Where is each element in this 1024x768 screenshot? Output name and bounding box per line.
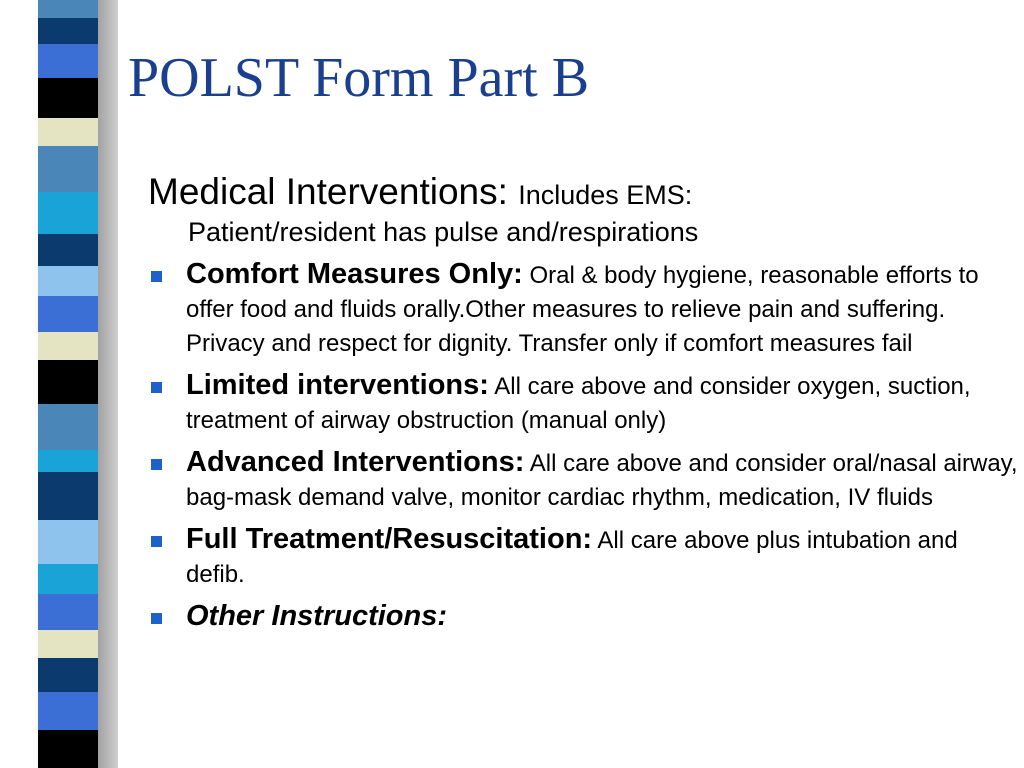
stripe-block [38,730,98,768]
list-item [148,257,1018,361]
square-bullet-icon [151,382,162,393]
stripe-block [38,404,98,450]
lead-line2: Patient/resident has pulse and/respirations [188,217,699,248]
list-item [148,445,1018,515]
stripe-block [38,296,98,332]
decorative-stripe [38,0,98,768]
lead-paragraph [148,170,1018,251]
bullet-label: Limited interventions: [186,368,489,401]
stripe-block [38,266,98,296]
bullet-text: Oral & body hygiene, reasonable efforts to offer food and fluids orally.Other measures to relieve pain and suffering. Privacy and respect for dignity. Transfer only if comfort measures fail [186,261,979,357]
bullet-label: Other Instructions: [186,599,448,632]
stripe-block [38,192,98,234]
bullet-label: Advanced Interventions: [186,445,525,478]
square-bullet-icon [151,536,162,547]
lead-sub: Includes EMS: [518,180,693,210]
stripe-block [38,564,98,594]
slide-body [148,170,1018,642]
stripe-block [38,0,98,18]
list-item [148,599,1018,635]
bullet-text: All care above plus intubation and defib. [186,526,958,588]
stripe-block [38,234,98,266]
slide-title: POLST Form Part B [128,47,590,109]
list-item [148,368,1018,438]
stripe-block [38,520,98,564]
stripe-block [38,78,98,118]
square-bullet-icon [151,271,162,282]
bullet-label: Full Treatment/Resuscitation: [186,522,593,555]
square-bullet-icon [151,459,162,470]
stripe-block [38,360,98,404]
stripe-block [38,692,98,730]
list-item [148,522,1018,592]
square-bullet-icon [151,613,162,624]
stripe-block [38,594,98,630]
stripe-block [38,630,98,658]
lead-heading: Medical Interventions: [148,171,508,212]
bullet-label: Comfort Measures Only: [186,257,523,290]
bullet-list [148,257,1018,635]
stripe-block [38,44,98,78]
stripe-block [38,118,98,146]
stripe-block [38,146,98,192]
stripe-block [38,658,98,692]
stripe-block [38,18,98,44]
stripe-block [38,450,98,472]
bullet-text: All care above and consider oral/nasal airway, bag-mask demand valve, monitor cardiac rhythm, medication, IV fluids [186,449,1018,511]
stripe-block [38,472,98,520]
bullet-text: All care above and consider oxygen, suction, treatment of airway obstruction (manual only) [186,372,971,434]
stripe-block [38,332,98,360]
